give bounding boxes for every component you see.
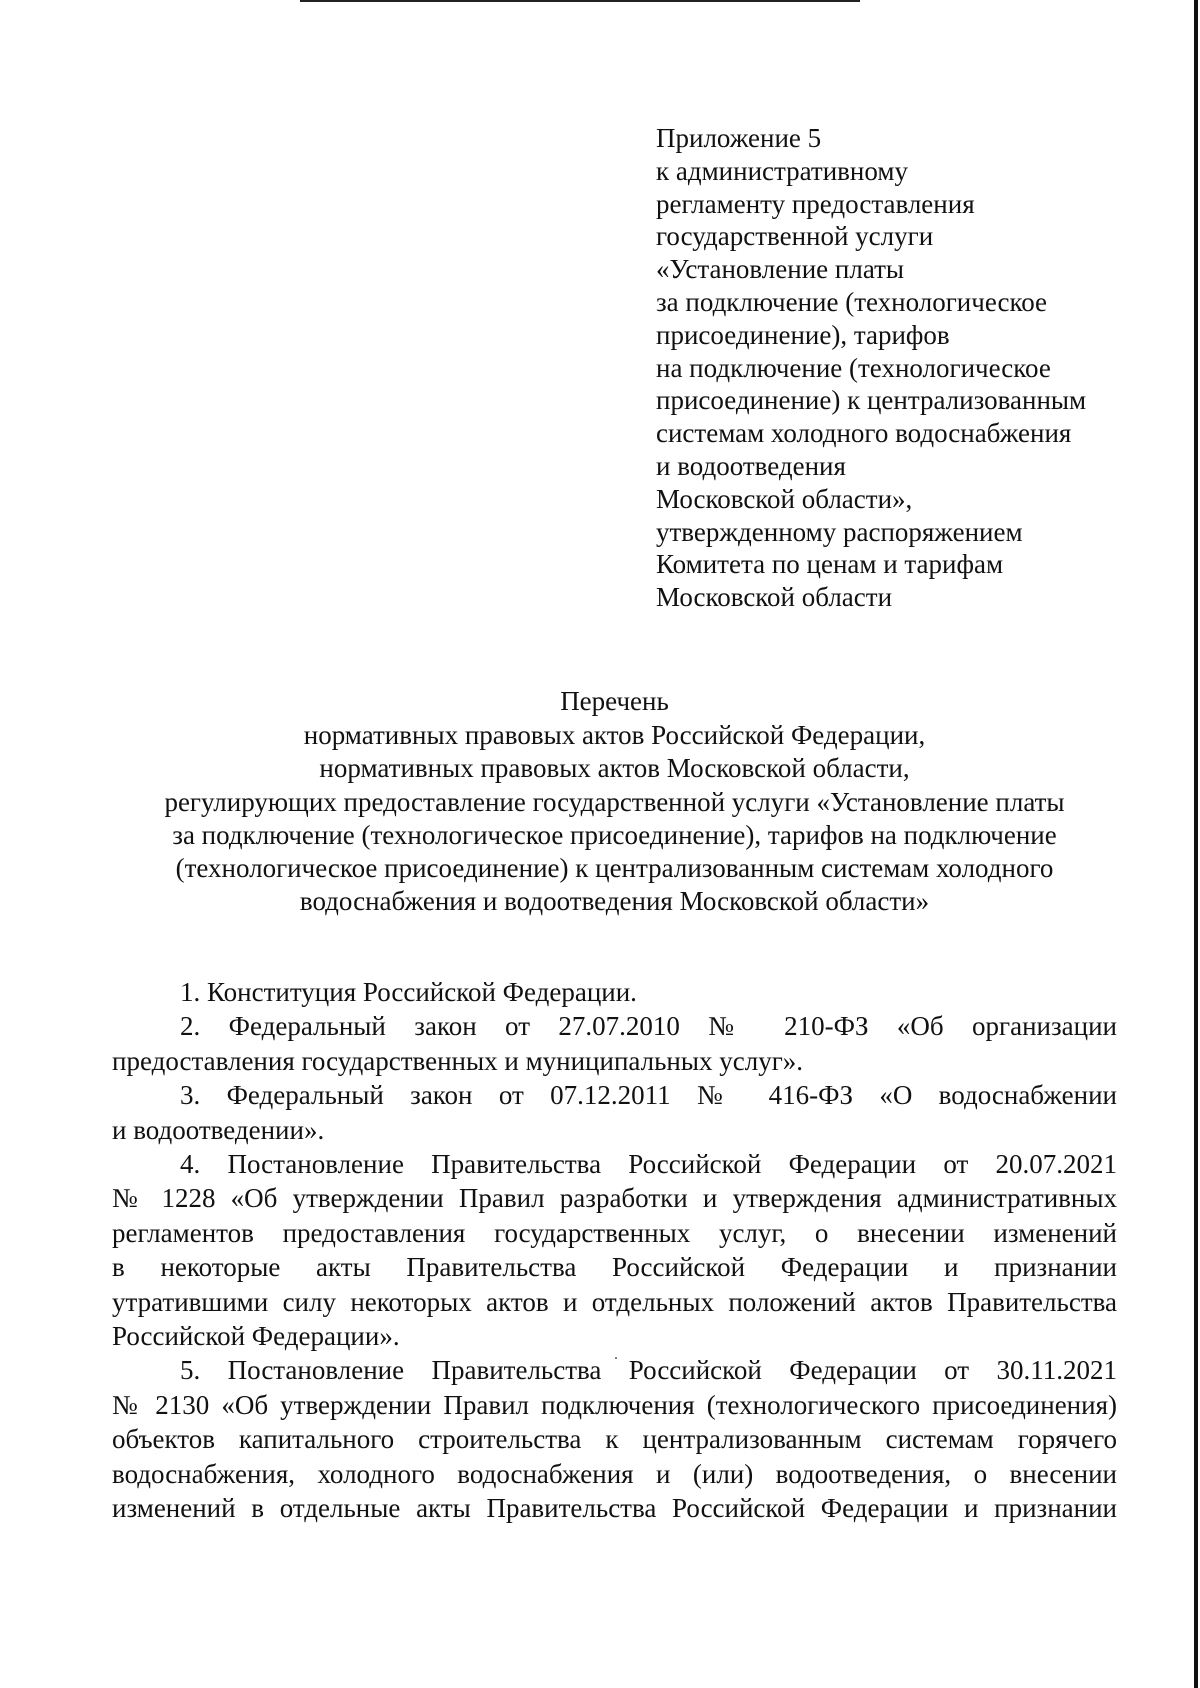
list-item-1 [112,975,1117,1009]
appendix-line: за подключение (технологическое [656,286,1048,317]
list-item-4 [112,1147,1117,1353]
list-item-3 [112,1078,1117,1147]
appendix-line: государственной услуги [656,221,934,252]
title-line: за подключение (технологическое присоединение), тарифов на подключение [172,819,1057,850]
list-item-line: 5. Постановление Правительства Российской Федерации от 30.11.2021 [180,1355,1117,1386]
title-line: (технологическое присоединение) к централизованным системам холодного [175,853,1054,884]
appendix-line: к административному [656,155,908,186]
list-item-line: № 1228 «Об утверждении Правил разработки и утверждения административных [112,1183,1117,1214]
document-title-block [112,685,1117,918]
appendix-line: системам холодного водоснабжения [656,418,1072,449]
list-item-line: регламентов предоставления государственных услуг, о внесении изменений [112,1217,1117,1248]
scan-top-rule [300,0,860,2]
title-line: водоснабжения и водоотведения Московской области» [299,886,930,917]
appendix-line: регламенту предоставления [656,188,975,219]
appendix-line: Московской области», [656,483,913,514]
list-item-line: № 2130 «Об утверждении Правил подключения (технологического присоединения) [112,1389,1117,1420]
appendix-line: присоединение) к централизованным [656,385,1087,416]
appendix-line: и водоотведения [656,450,846,481]
appendix-line: присоединение), тарифов [656,319,950,350]
list-item-line: утратившими силу некоторых актов и отдельных положений актов Правительства [112,1286,1117,1317]
document-heading: Перечень [560,686,669,716]
scan-page-edge [1194,0,1198,1688]
appendix-line: Московской области [656,582,893,613]
list-item-line: предоставления государственных и муниципальных услуг». [112,1045,804,1076]
list-item-line: 3. Федеральный закон от 07.12.2011 № 416-ФЗ «О водоснабжении [180,1080,1117,1111]
list-item-line: Российской Федерации». [112,1321,400,1352]
title-line: нормативных правовых актов Московской области, [319,753,910,784]
title-line: нормативных правовых актов Российской Федерации, [303,720,926,751]
appendix-header-block [656,122,1116,614]
list-item-line: изменений в отдельные акты Правительства Российской Федерации и признании [112,1493,1117,1524]
list-item-line: объектов капитального строительства к централизованным системам горячего [112,1424,1117,1455]
list-item-line: 4. Постановление Правительства Российской Федерации от 20.07.2021 [180,1149,1117,1180]
list-item-5 [112,1353,1117,1525]
list-item-line: 2. Федеральный закон от 27.07.2010 № 210-ФЗ «Об организации [180,1011,1117,1042]
acts-list [112,975,1117,1526]
list-item-line: 1. Конституция Российской Федерации. [180,977,637,1007]
appendix-line: Комитета по ценам и тарифам [656,549,1004,580]
list-item-line: в некоторые акты Правительства Российской Федерации и признании [112,1252,1117,1283]
appendix-line: «Установление платы [656,254,905,285]
list-item-line: водоснабжения, холодного водоснабжения и (или) водоотведения, о внесении [112,1458,1117,1489]
title-line: регулирующих предоставление государственной услуги «Установление платы [164,786,1065,817]
list-item-line: и водоотведении». [112,1114,325,1145]
appendix-line: на подключение (технологическое [656,352,1051,383]
list-item-2 [112,1009,1117,1078]
appendix-line: утвержденному распоряжением [656,516,1023,547]
appendix-line: Приложение 5 [656,123,822,153]
